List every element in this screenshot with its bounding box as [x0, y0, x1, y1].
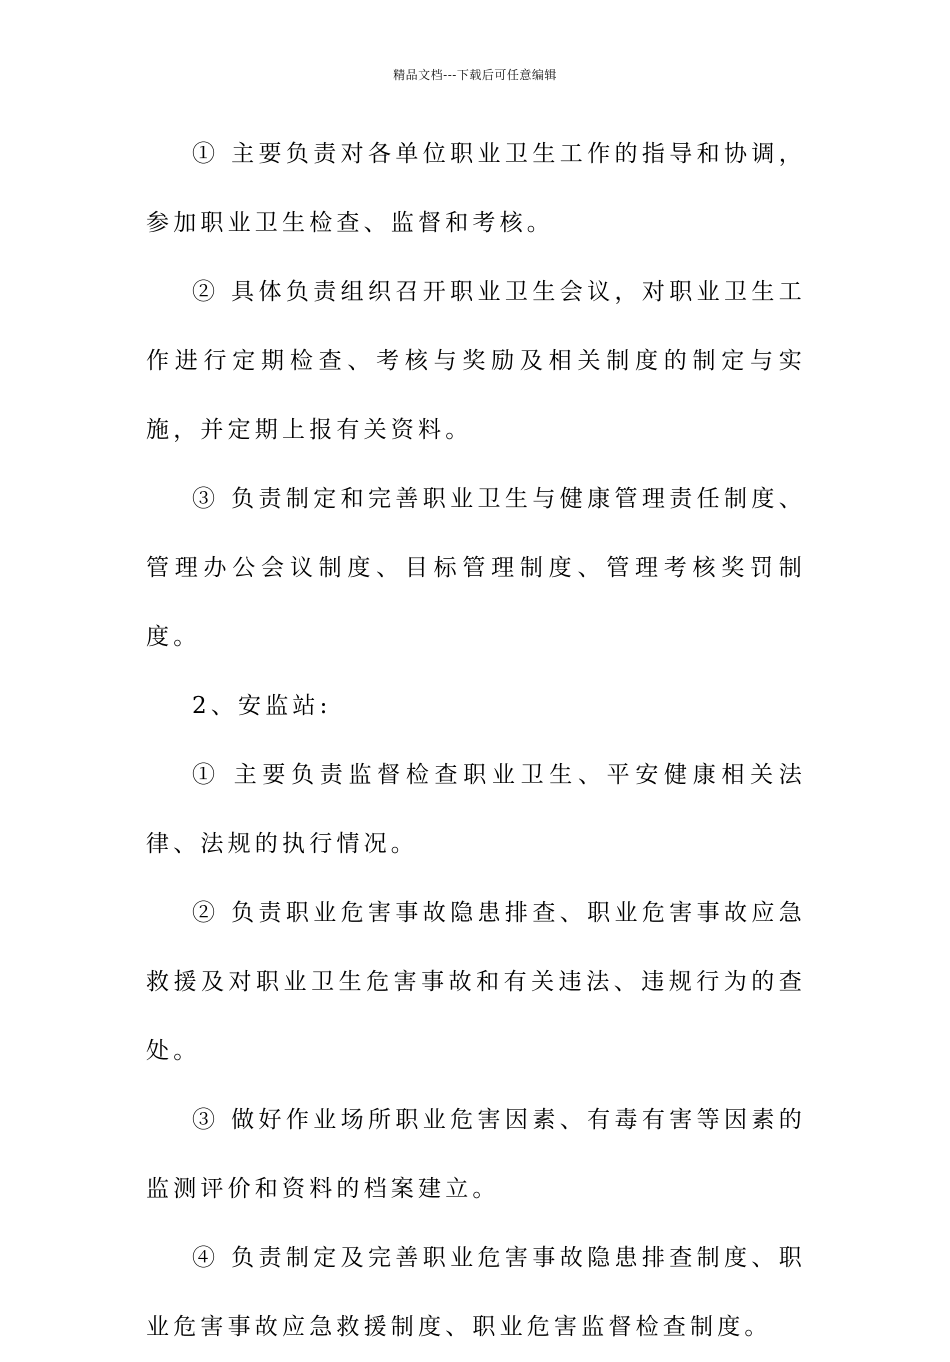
- document-body: [146, 120, 806, 1362]
- paragraph-3: ③ 负责制定和完善职业卫生与健康管理责任制度、管理办公会议制度、目标管理制度、管理考核奖罚制度。: [146, 486, 806, 650]
- paragraph-8: ④ 负责制定及完善职业危害事故隐患排查制度、职业危害事故应急救援制度、职业危害监督检查制度。: [146, 1245, 806, 1340]
- paragraph-2: ② 具体负责组织召开职业卫生会议，对职业卫生工作进行定期检查、考核与奖励及相关制度的制定与实施，并定期上报有关资料。: [146, 279, 806, 443]
- page-header: 精品文档---下载后可任意编辑: [393, 68, 557, 82]
- paragraph-6: ② 负责职业危害事故隐患排查、职业危害事故应急救援及对职业卫生危害事故和有关违法、违规行为的查处。: [146, 900, 806, 1064]
- paragraph-5: ① 主要负责监督检查职业卫生、平安健康相关法律、法规的执行情况。: [146, 762, 806, 857]
- paragraph-1: ① 主要负责对各单位职业卫生工作的指导和协调，参加职业卫生检查、监督和考核。: [146, 141, 806, 236]
- paragraph-7: ③ 做好作业场所职业危害因素、有毒有害等因素的监测评价和资料的档案建立。: [146, 1107, 806, 1202]
- section-heading: 2、安监站:: [192, 693, 332, 719]
